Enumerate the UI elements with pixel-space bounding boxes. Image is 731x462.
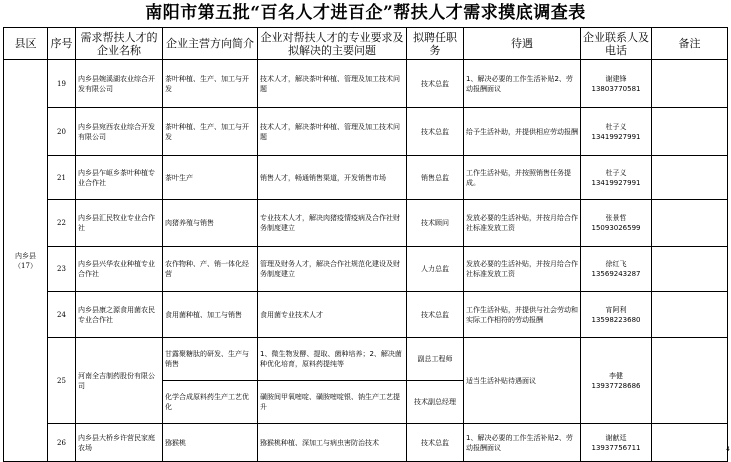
position-cell: 副总工程师	[407, 338, 464, 381]
contact-name: 杜子义	[605, 168, 627, 177]
header-seq: 序号	[48, 28, 76, 60]
contact-cell	[581, 247, 652, 292]
header-position: 拟聘任职务	[407, 28, 464, 60]
remark-cell	[652, 108, 728, 156]
contact-cell	[581, 156, 652, 200]
contact-cell	[581, 292, 652, 338]
remark-cell	[652, 156, 728, 200]
seq-cell: 19	[48, 60, 76, 108]
header-row	[4, 28, 728, 60]
contact-name: 谢建锋	[605, 74, 627, 83]
contact-cell	[581, 200, 652, 247]
treatment-cell: 发放必要的生活补贴，并按月给合作社标准发放工资	[464, 247, 581, 292]
contact-cell	[581, 424, 652, 462]
seq-cell: 23	[48, 247, 76, 292]
business-cell: 茶叶种植、生产、加工与开发	[163, 108, 258, 156]
business-cell: 茶叶种植、生产、加工与开发	[163, 60, 258, 108]
needs-cell: 管理及财务人才，解决合作社规范化建设及财务制度建立	[258, 247, 407, 292]
needs-cell: 磺胺间甲氧嘧啶、磺胺嘧啶银、钠生产工艺提升	[258, 381, 407, 424]
table-row	[4, 424, 728, 462]
table-row	[4, 108, 728, 156]
county-cell	[4, 60, 48, 462]
treatment-cell: 发放必要的生活补贴，并按月给合作社标准发放工资	[464, 200, 581, 247]
needs-cell: 专业技术人才，解决肉猪疫情疫病及合作社财务制度建立	[258, 200, 407, 247]
seq-cell: 24	[48, 292, 76, 338]
contact-phone: 13937728686	[591, 381, 641, 390]
position-cell: 人力总监	[407, 247, 464, 292]
position-cell: 销售总监	[407, 156, 464, 200]
contact-phone: 13569243287	[591, 270, 641, 278]
business-cell: 猕猴桃	[163, 424, 258, 462]
talent-demand-table	[3, 27, 728, 462]
needs-cell: 销售人才，畅通销售渠道，开发销售市场	[258, 156, 407, 200]
table-row	[4, 292, 728, 338]
treatment-cell: 工作生活补贴，并提供与社会劳动和实际工作相符的劳动报酬	[464, 292, 581, 338]
treatment-cell: 1、解决必要的工作生活补贴2、劳动报酬面议	[464, 60, 581, 108]
table-row	[4, 60, 728, 108]
seq-cell: 26	[48, 424, 76, 462]
contact-cell	[581, 338, 652, 424]
position-cell: 技术总监	[407, 108, 464, 156]
treatment-cell: 适当生活补贴待遇面议	[464, 338, 581, 424]
contact-phone: 13598223680	[591, 315, 641, 324]
remark-cell	[652, 200, 728, 247]
company-cell: 内乡县婉溪湖农业综合开发有限公司	[76, 60, 163, 108]
seq-cell: 21	[48, 156, 76, 200]
county-count: （17）	[14, 261, 37, 270]
needs-cell: 猕猴桃种植、深加工与病虫害防治技术	[258, 424, 407, 462]
business-cell: 化学合成原料药生产工艺优化	[163, 381, 258, 424]
seq-cell: 22	[48, 200, 76, 247]
contact-name: 徐红飞	[605, 260, 627, 268]
contact-phone: 15093026599	[591, 224, 641, 232]
remark-cell	[652, 424, 728, 462]
page-title: 南阳市第五批“百名人才进百企”帮扶人才需求摸底调查表	[145, 3, 586, 23]
contact-name: 李健	[609, 371, 623, 380]
business-cell: 茶叶生产	[163, 156, 258, 200]
contact-phone: 13419927991	[591, 178, 641, 187]
remark-cell	[652, 338, 728, 424]
company-cell: 河南全吉制药股份有限公司	[76, 338, 163, 424]
position-cell: 技术总监	[407, 424, 464, 462]
company-cell: 内乡县康之源食用菌农民专业合作社	[76, 292, 163, 338]
contact-name: 谢献廷	[605, 433, 627, 442]
seq-cell: 25	[48, 338, 76, 424]
business-cell: 甘露聚糖肽的研发、生产与销售	[163, 338, 258, 381]
position-cell: 技术总监	[407, 292, 464, 338]
needs-cell: 技术人才，解决茶叶种植、管理及加工技术问题	[258, 60, 407, 108]
company-cell: 内乡县兴华农业种植专业合作社	[76, 247, 163, 292]
page-edge-mark: 4	[726, 446, 730, 453]
treatment-cell: 工作生活补贴，并按照销售任务提成。	[464, 156, 581, 200]
treatment-cell: 1、解决必要的工作生活补贴2、劳动报酬面议	[464, 424, 581, 462]
county-name: 内乡县	[15, 251, 36, 260]
header-company: 需求帮扶人才的企业名称	[76, 28, 163, 60]
contact-cell	[581, 60, 652, 108]
business-cell: 食用菌种植、加工与销售	[163, 292, 258, 338]
position-cell: 技术顾问	[407, 200, 464, 247]
table-row	[4, 156, 728, 200]
remark-cell	[652, 247, 728, 292]
seq-cell: 20	[48, 108, 76, 156]
treatment-cell: 给予生活补助，并提供相应劳动报酬	[464, 108, 581, 156]
business-cell: 肉猪养殖与销售	[163, 200, 258, 247]
company-cell: 内乡县乍岖乡茶叶种植专业合作社	[76, 156, 163, 200]
company-cell: 内乡县汇民牧业专业合作社	[76, 200, 163, 247]
needs-cell: 食用菌专业技术人才	[258, 292, 407, 338]
table-row	[4, 200, 728, 247]
header-business: 企业主营方向简介	[163, 28, 258, 60]
needs-cell: 1、微生物发酵、提取、菌种培养；2、解决菌种优化培育，原料药提纯等	[258, 338, 407, 381]
header-remark: 备注	[652, 28, 728, 60]
business-cell: 农作物种、产、销一体化经营	[163, 247, 258, 292]
needs-cell: 技术人才，解决茶叶种植、管理及加工技术问题	[258, 108, 407, 156]
header-county: 县区	[4, 28, 48, 60]
contact-name: 宵阿利	[605, 305, 627, 314]
contact-phone: 13937756711	[591, 443, 641, 452]
contact-name: 张景哲	[605, 214, 627, 222]
header-treatment: 待遇	[464, 28, 581, 60]
header-contact: 企业联系人及电话	[581, 28, 652, 60]
table-row	[4, 247, 728, 292]
company-cell: 内乡县大桥乡许营民家庭农场	[76, 424, 163, 462]
contact-phone: 13803770581	[591, 84, 641, 93]
remark-cell	[652, 60, 728, 108]
position-cell: 技术总监	[407, 60, 464, 108]
table-row	[4, 338, 728, 381]
contact-cell	[581, 108, 652, 156]
position-cell: 技术副总经理	[407, 381, 464, 424]
header-needs: 企业对帮扶人才的专业要求及拟解决的主要问题	[258, 28, 407, 60]
remark-cell	[652, 292, 728, 338]
company-cell: 内乡县宛西农业综合开发有限公司	[76, 108, 163, 156]
contact-name: 杜子义	[605, 122, 627, 131]
contact-phone: 13419927991	[591, 132, 641, 141]
